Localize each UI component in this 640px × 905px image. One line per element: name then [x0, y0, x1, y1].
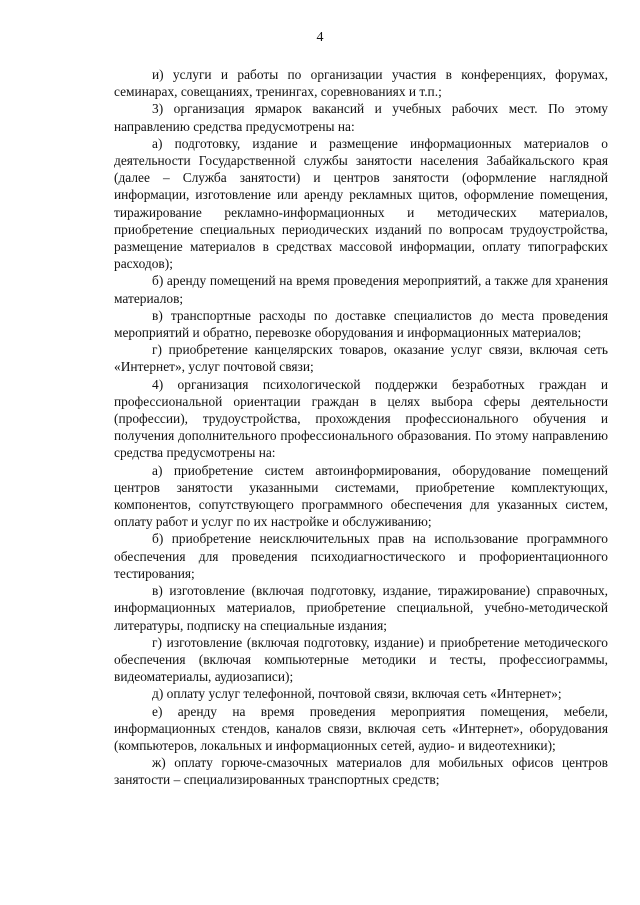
- document-body: [114, 66, 608, 789]
- paragraph-3-job-fairs: 3) организация ярмарок вакансий и учебных рабочих мест. По этому направлению средства предусмотрены на:: [114, 101, 608, 134]
- paragraph-d-communication-services: д) оплату услуг телефонной, почтовой связи, включая сеть «Интернет»;: [152, 686, 562, 702]
- paragraph-v-transport: в) транспортные расходы по доставке специалистов до места проведения мероприятий и обратно, перевозке оборудования и информационных материалов;: [114, 307, 608, 341]
- paragraph-b-software-rights: б) приобретение неисключительных прав на использование программного обеспечения для проведения психодиагностического и профориентационного тестирования;: [114, 531, 608, 581]
- paragraph-a-autoinforming-systems: а) приобретение систем автоинформирования, оборудование помещений центров занятости указанными системами, приобретение комплектующих, компонентов, сопутствующего программного обеспечения для указанных систем, оплату работ и услуг по их настройке и обслуживанию;: [114, 462, 608, 530]
- paragraph-g-office-supplies: г) приобретение канцелярских товаров, оказание услуг связи, включая сеть «Интернет», услуг почтовой связи;: [114, 342, 608, 375]
- paragraph-a-information-materials: а) подготовку, издание и размещение информационных материалов о деятельности Государственной службы занятости населения Забайкальского края (далее – Служба занятости) и центров занятости (оформление наглядной информации, изготовление или аренду рекламных щитов, оформление помещения, тиражирование рекламно-информационных и методических материалов, приобретение специальных периодических изданий по вопросам трудоустройства, размещение материалов в средствах массовой информации, оплату типографских расходов);: [114, 135, 608, 272]
- paragraph-v-reference-materials: в) изготовление (включая подготовку, издание, тиражирование) справочных, информационных материалов, приобретение специальной, учебно-методической литературы, подписку на специальные издания;: [114, 583, 608, 633]
- paragraph-4-psychological-support: 4) организация психологической поддержки безработных граждан и профессиональной ориентации граждан в целях выбора сферы деятельности (профессии), трудоустройства, прохождения профессионального обучения и получения дополнительного профессионального образования. По этому направлению средства предусмотрены на:: [114, 376, 608, 461]
- page-number: 4: [316, 30, 324, 45]
- paragraph-g-methodical-support: г) изготовление (включая подготовку, издание) и приобретение методического обеспечения (включая компьютерные методики и тесты, профессиограммы, видеоматериалы, аудиозаписи);: [114, 634, 608, 685]
- paragraph-zh-fuel: ж) оплату горюче-смазочных материалов для мобильных офисов центров занятости – специализированных транспортных средств;: [114, 755, 608, 788]
- paragraph-e-equipment-rent: е) аренду на время проведения мероприятия помещения, мебели, информационных стендов, каналов связи, включая сеть «Интернет», оборудования (компьютеров, локальных и информационных сетей, аудио- и видеотехники);: [114, 703, 608, 753]
- paragraph-b-premises-rent: б) аренду помещений на время проведения мероприятий, а также для хранения материалов;: [114, 273, 608, 306]
- paragraph-i-services: и) услуги и работы по организации участия в конференциях, форумах, семинарах, совещаниях, тренингах, соревнованиях и т.п.;: [114, 67, 608, 100]
